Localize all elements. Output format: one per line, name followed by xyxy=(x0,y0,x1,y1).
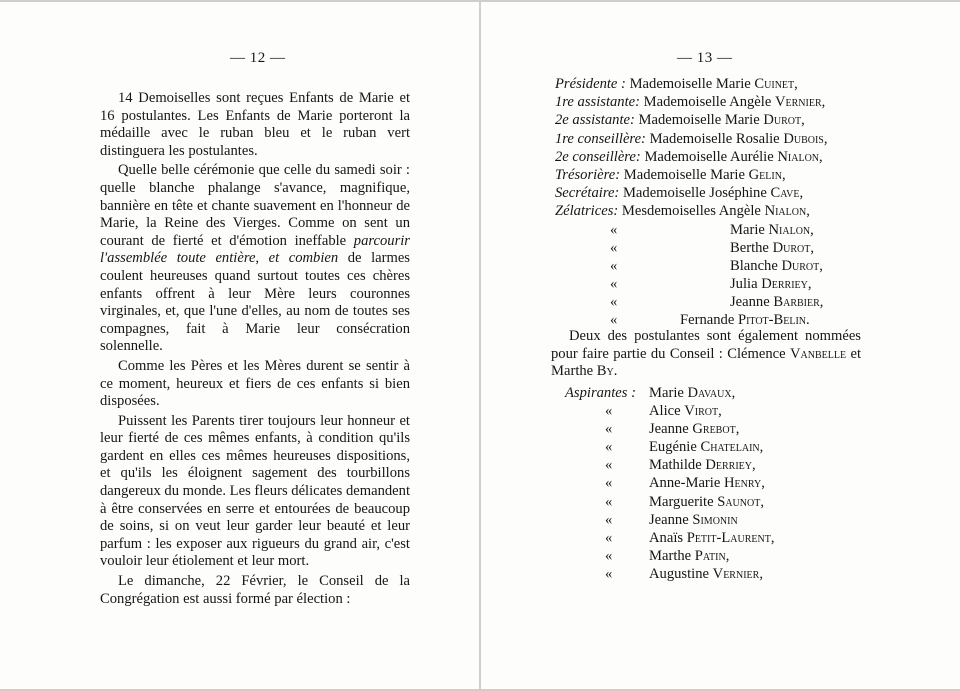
council-role-line xyxy=(555,149,875,167)
role-title: 1re conseillère: xyxy=(555,130,646,147)
zelatrice-line xyxy=(555,294,875,312)
ceremony-italic: parcourir l'assemblée toute entière, et combien xyxy=(100,232,410,267)
person-given-name: Jeanne xyxy=(649,511,693,528)
person-surname: Durot xyxy=(763,112,802,129)
punctuation: , xyxy=(799,185,804,202)
council-role-line xyxy=(555,94,875,112)
role-title: Présidente : xyxy=(555,76,626,92)
role-title: 2e conseillère: xyxy=(555,148,641,165)
conseil-note xyxy=(551,328,861,381)
conseil-note-text xyxy=(551,328,861,381)
person-given-name: Mademoiselle Marie xyxy=(623,166,749,183)
paragraph-ceremony xyxy=(100,162,410,356)
aspirante-line xyxy=(565,494,885,512)
punctuation: , xyxy=(810,221,814,238)
person-given-name: Alice xyxy=(649,403,685,420)
conseil-note-end: . xyxy=(613,363,618,380)
conseil-note-part1: Deux des postulantes sont également nommées pour faire partie du Conseil : Clémence xyxy=(551,328,861,362)
paragraph-election: Le dimanche, 22 Février, le Conseil de la Congrégation est aussi formé par élection : xyxy=(100,573,410,607)
ditto-mark: « xyxy=(605,565,613,582)
person-surname: Nialon xyxy=(764,203,807,220)
council-role-line xyxy=(555,131,875,149)
punctuation: , xyxy=(759,565,763,582)
conseil-note-name2: By xyxy=(596,363,614,380)
ditto-mark: « xyxy=(605,403,613,420)
punctuation: , xyxy=(761,475,765,492)
aspirante-name xyxy=(649,548,729,566)
punctuation: , xyxy=(794,76,798,92)
punctuation: , xyxy=(821,94,826,111)
left-page xyxy=(0,0,479,691)
aspirantes-list xyxy=(565,385,885,584)
paragraph-parents-duty: Puissent les Parents tirer toujours leur honneur et leur fierté de ces mêmes enfants, à condition qu'ils gardent en elles ces mêmes heureuses dispositions, et qu'ils les éloignent sagement des tourbillons dangereux du monde. Les fleurs délicates demandent à être conservées en serre et entourées de beaucoup de soins, si on veut leur garder leur beauté et leur parfum : les exposer aux rigueurs du grand air, c'est vouloir leur étiolement et leur mort. xyxy=(100,412,411,570)
role-title: Trésorière: xyxy=(555,166,621,183)
aspirante-name xyxy=(649,566,763,584)
ditto-mark: « xyxy=(605,421,613,438)
person-given-name: Augustine xyxy=(649,565,713,582)
role-title: Secrétaire: xyxy=(555,185,620,202)
person-given-name: Fernande xyxy=(680,312,738,329)
person-given-name: Mademoiselle Angèle xyxy=(643,94,775,111)
person-surname: Derriey xyxy=(761,276,808,293)
right-page xyxy=(481,0,960,691)
council-role-line xyxy=(555,112,875,130)
person-surname: Derriey xyxy=(705,457,752,474)
person-surname: Simonin xyxy=(692,511,738,528)
punctuation: , xyxy=(752,457,756,474)
ditto-mark: « xyxy=(605,493,613,510)
person-surname: Vernier xyxy=(774,94,822,111)
zelatrice-name xyxy=(730,276,812,294)
person-surname: Patin xyxy=(694,547,726,564)
zelatrice-name xyxy=(730,258,823,276)
aspirante-line xyxy=(565,385,885,403)
punctuation: , xyxy=(819,148,823,165)
paragraph-admissions: 14 Demoiselles sont reçues Enfants de Marie et 16 postulantes. Les Enfants de Marie porteront la médaille avec le ruban bleu et le ruban vert distinguera les postulantes. xyxy=(100,90,410,159)
punctuation: , xyxy=(731,385,736,401)
person-given-name: Marguerite xyxy=(649,493,718,510)
person-given-name: Mademoiselle Rosalie xyxy=(649,130,784,147)
zelatrice-line xyxy=(555,240,875,258)
punctuation: , xyxy=(718,403,722,420)
role-title: 1re assistante: xyxy=(555,94,640,111)
aspirante-name xyxy=(649,439,763,457)
person-surname: Durot xyxy=(772,239,811,256)
punctuation: , xyxy=(819,257,823,274)
person-surname: Cuinet xyxy=(754,76,795,92)
aspirante-name xyxy=(649,403,722,421)
person-surname: Davaux xyxy=(687,385,732,401)
person-surname: Saunot xyxy=(717,493,761,510)
aspirante-name xyxy=(649,530,774,548)
paragraph-parents-pride: Comme les Pères et les Mères durent se sentir à ce moment, heureux et fiers de ces enfants si bien disposées. xyxy=(100,357,410,410)
person-surname: Grebot xyxy=(692,421,736,438)
aspirante-line xyxy=(565,548,885,566)
ditto-mark: « xyxy=(605,457,613,474)
person-surname: Petit-Laurent xyxy=(686,529,771,546)
punctuation: , xyxy=(806,203,810,220)
person-given-name: Anaïs xyxy=(649,529,687,546)
person-surname: Pitot-Belin xyxy=(737,312,807,329)
person-given-name: Marthe xyxy=(649,547,695,564)
person-surname: Cave xyxy=(770,185,800,202)
council-role-line xyxy=(555,185,875,203)
zelatrice-line xyxy=(555,222,875,240)
left-page-text xyxy=(100,90,410,610)
aspirante-name xyxy=(649,457,756,475)
punctuation: , xyxy=(801,112,805,129)
person-given-name: Mademoiselle Joséphine xyxy=(622,185,771,202)
council-role-line xyxy=(555,167,875,185)
zelatrice-line xyxy=(555,258,875,276)
punctuation: , xyxy=(807,276,812,293)
person-surname: Henry xyxy=(723,475,762,492)
person-given-name: Marie xyxy=(649,385,688,401)
aspirante-line xyxy=(565,403,885,421)
person-surname: Vernier xyxy=(712,565,760,582)
ceremony-continuation: de larmes coulent heureuses quand surtout toutes ces chères enfants offrent à leur Mère leurs couronnes virginales, et, que l'une d'elles, au nom de toutes ses compagnes, fait à Marie leur consécration solennelle. xyxy=(100,250,410,355)
aspirante-line xyxy=(565,530,885,548)
person-given-name: Mademoiselle Marie xyxy=(638,112,764,129)
aspirante-name xyxy=(649,512,738,530)
role-title: 2e assistante: xyxy=(555,112,635,129)
aspirante-line xyxy=(565,421,885,439)
person-given-name: Julia xyxy=(730,276,762,293)
ditto-mark: « xyxy=(610,239,618,256)
aspirante-name xyxy=(649,385,735,403)
zelatrice-name xyxy=(730,294,823,312)
ditto-mark: « xyxy=(610,294,618,311)
person-surname: Dubois xyxy=(783,130,824,147)
person-surname: Durot xyxy=(781,257,820,274)
conseil-note-part2: et Marthe xyxy=(551,345,861,380)
page-number-right: — 13 — xyxy=(677,50,733,66)
conseil-note-name1: Vanbelle xyxy=(789,345,847,362)
person-given-name: Blanche xyxy=(730,257,782,274)
person-given-name: Jeanne xyxy=(730,294,774,311)
punctuation: , xyxy=(770,529,775,546)
person-given-name: Mathilde xyxy=(649,457,706,474)
ditto-mark: « xyxy=(610,312,618,329)
person-given-name: Mademoiselle Marie xyxy=(629,76,755,92)
punctuation: , xyxy=(823,130,828,147)
person-given-name: Anne-Marie xyxy=(649,475,724,492)
person-surname: Gelin xyxy=(748,166,782,183)
council-roles-list xyxy=(555,76,875,331)
page-number-left: — 12 — xyxy=(230,50,286,66)
aspirante-line xyxy=(565,512,885,530)
ditto-mark: « xyxy=(605,439,613,456)
ditto-mark: « xyxy=(610,221,618,238)
aspirante-name xyxy=(649,421,739,439)
person-given-name: Eugénie xyxy=(649,439,701,456)
punctuation: , xyxy=(781,166,786,183)
person-surname: Nialon xyxy=(777,148,820,165)
aspirante-line xyxy=(565,566,885,584)
person-given-name: Mesdemoiselles Angèle xyxy=(621,203,765,220)
person-given-name: Marie xyxy=(730,221,769,238)
person-surname: Nialon xyxy=(768,221,811,238)
punctuation: , xyxy=(759,439,764,456)
zelatrice-name xyxy=(730,240,814,258)
aspirante-line xyxy=(565,475,885,493)
ditto-mark: « xyxy=(605,529,613,546)
aspirante-line xyxy=(565,457,885,475)
aspirantes-title: Aspirantes : xyxy=(565,385,636,401)
zelatrice-line xyxy=(555,276,875,294)
punctuation: , xyxy=(760,493,764,510)
person-given-name: Berthe xyxy=(730,239,773,256)
person-surname: Virot xyxy=(684,403,719,420)
punctuation: . xyxy=(806,312,810,329)
council-role-line xyxy=(555,203,875,221)
ditto-mark: « xyxy=(605,475,613,492)
punctuation: , xyxy=(725,547,730,564)
aspirante-name xyxy=(649,494,764,512)
ceremony-text: Quelle belle cérémonie que celle du samedi soir : quelle blanche phalange s'avance, magnifique, bannière en tête et chante suavement en l'honneur de Marie, la Reine des Vierges. Comme on sent un courant de fierté et d'émotion ineffable xyxy=(100,162,410,249)
punctuation: , xyxy=(735,421,740,438)
ditto-mark: « xyxy=(610,257,618,274)
council-role-line xyxy=(555,76,875,94)
person-surname: Barbier xyxy=(773,294,820,311)
person-given-name: Mademoiselle Aurélie xyxy=(644,148,778,165)
person-given-name: Jeanne xyxy=(649,421,693,438)
punctuation: , xyxy=(819,294,824,311)
aspirante-line xyxy=(565,439,885,457)
punctuation: , xyxy=(810,239,814,256)
person-surname: Chatelain xyxy=(700,439,760,456)
ditto-mark: « xyxy=(605,547,613,564)
zelatrice-name xyxy=(730,222,814,240)
ditto-mark: « xyxy=(610,276,618,293)
aspirante-name xyxy=(649,475,765,493)
role-title: Zélatrices: xyxy=(555,203,619,220)
ditto-mark: « xyxy=(605,511,613,528)
